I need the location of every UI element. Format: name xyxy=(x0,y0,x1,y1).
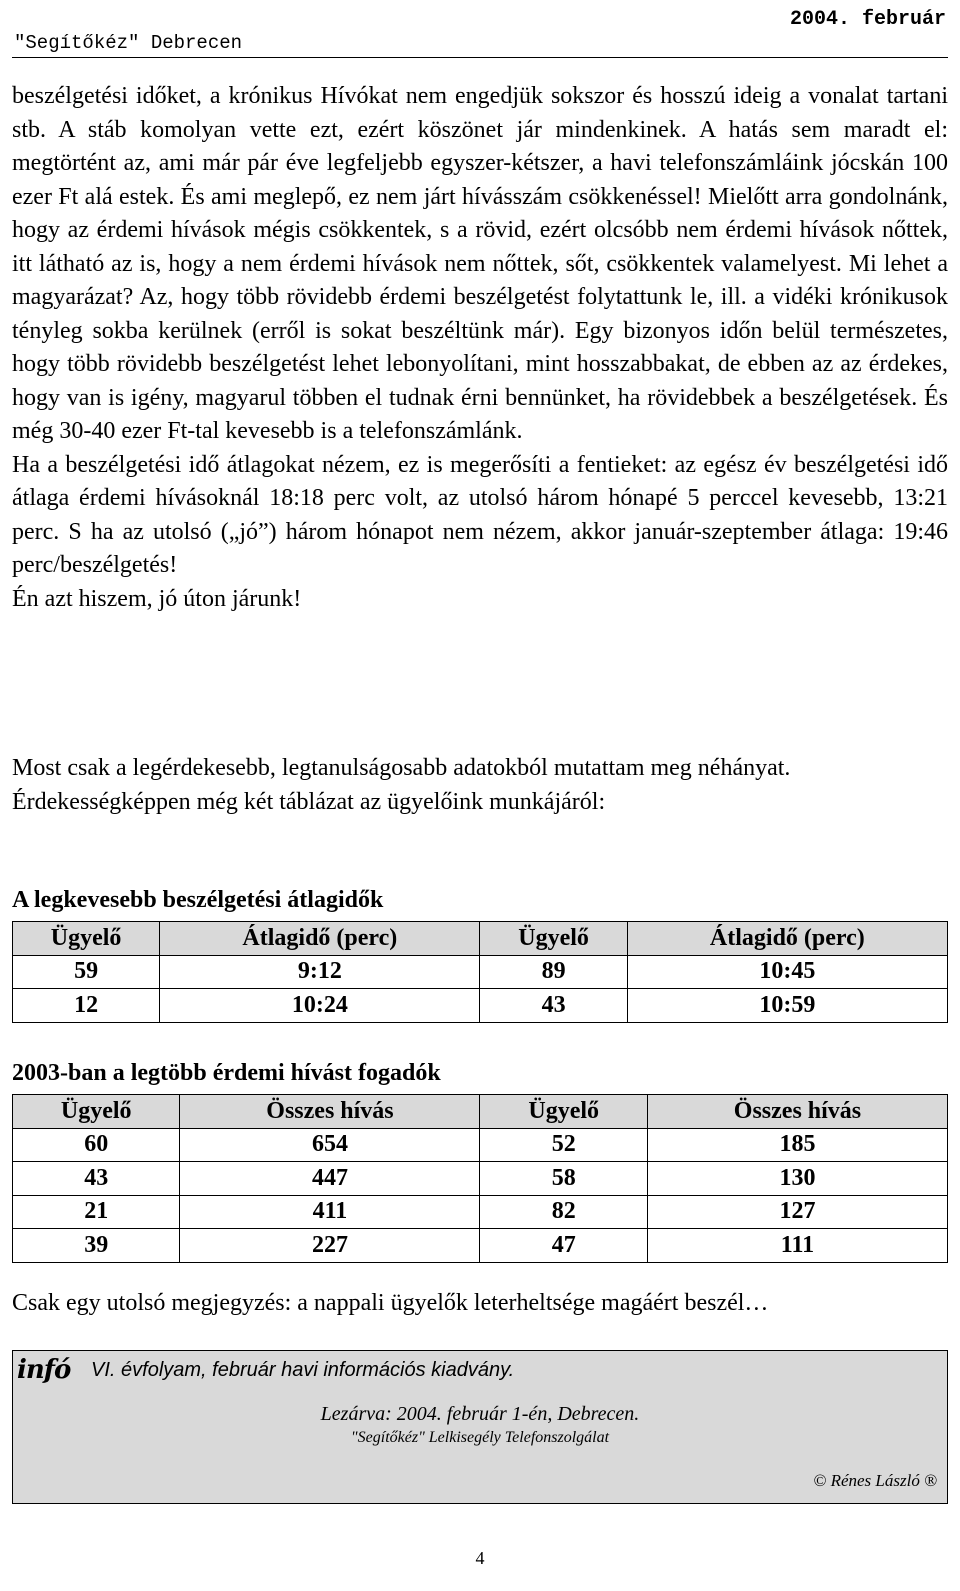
paragraph-2: Ha a beszélgetési idő átlagokat nézem, ez is megerősíti a fentieket: az egész év beszélgetési idő átlaga érdemi hívásoknál 18:18 perc volt, az utolsó három hónapé 5 perccel kevesebb, 13:21 perc. S ha az utolsó („jó”) három hónapot nem nézem, akkor január-szeptember átlaga: 19:46 perc/beszélgetés! xyxy=(12,451,948,578)
table-cell: 21 xyxy=(13,1195,180,1229)
table-cell: 43 xyxy=(13,1162,180,1196)
table-cell: 60 xyxy=(13,1128,180,1162)
paragraph-3: Én azt hiszem, jó úton járunk! xyxy=(12,585,302,612)
table-cell: 111 xyxy=(647,1229,947,1263)
table-header-row xyxy=(13,1095,948,1129)
table-cell: 411 xyxy=(180,1195,480,1229)
table-shortest-avg-times xyxy=(12,921,948,1023)
paragraph-1: beszélgetési időket, a krónikus Hívókat nem engedjük sokszor és hosszú ideig a vonalat tartani stb. A stáb komolyan vette ezt, ezért köszönet jár mindenkinek. A hatás sem maradt el: megtörtént az, ami már pár éve legfeljebb egyszer-kétszer, a havi telefonszámláink jócskán 100 ezer Ft alá estek. És ami meglepő, ez nem járt hívásszám csökkenéssel! Mielőtt arra gondolnánk, hogy az érdemi hívások mégis csökkentek, s a rövid, ezért olcsóbb nem érdemi hívások nőttek, itt látható az is, hogy a nem érdemi hívások nem nőttek, sőt, csökkentek valamelyest. Mi lehet a magyarázat? Az, hogy több rövidebb érdemi beszélgetést folytattunk le, ill. a vidéki krónikusok tényleg sokba kerülnek (erről is sokat beszéltünk már). Egy bizonyos időn belül természetes, hogy több rövidebb beszélgetést lehet lebonyolítani, mint hosszabbakat, de ebben az az érdekes, hogy van is igény, magyarul többen el tudnak érni bennünket, ha rövidebbek a beszélgetések. És még 30-40 ezer Ft-tal kevesebb is a telefonszámlánk. xyxy=(12,83,948,444)
table-cell: 130 xyxy=(647,1162,947,1196)
table-cell: 59 xyxy=(13,955,160,989)
table-header-cell: Összes hívás xyxy=(647,1095,947,1129)
table-cell: 82 xyxy=(480,1195,647,1229)
paragraph-4: Most csak a legérdekesebb, legtanulságosabb adatokból mutattam meg néhányat. xyxy=(12,755,791,781)
table-cell: 39 xyxy=(13,1229,180,1263)
closing-remark: Csak egy utolsó megjegyzés: a nappali ügyelők leterheltsége magáért beszél… xyxy=(12,1290,769,1316)
header-rule xyxy=(12,57,948,58)
table-cell: 89 xyxy=(480,955,627,989)
page-number: 4 xyxy=(475,1548,485,1568)
page-header xyxy=(12,4,948,56)
table-cell: 12 xyxy=(13,989,160,1023)
table-row xyxy=(13,989,948,1023)
paragraph-5: Érdekességképpen még két táblázat az ügyelőink munkájáról: xyxy=(12,788,606,815)
table-header-cell: Összes hívás xyxy=(180,1095,480,1129)
table2-title: 2003-ban a legtöbb érdemi hívást fogadók xyxy=(12,1060,441,1086)
table-header-row xyxy=(13,922,948,956)
footer-organization: "Segítőkéz" Lelkisegély Telefonszolgálat xyxy=(350,1429,610,1446)
table1-title: A legkevesebb beszélgetési átlagidők xyxy=(12,887,384,913)
table-cell: 654 xyxy=(180,1128,480,1162)
table-most-calls xyxy=(12,1094,948,1263)
table-header-cell: Ügyelő xyxy=(13,1095,180,1129)
footer-closed-date: Lezárva: 2004. február 1-én, Debrecen. xyxy=(320,1403,640,1425)
table-header-cell: Ügyelő xyxy=(13,922,160,956)
header-organization: "Segítőkéz" Debrecen xyxy=(14,32,243,54)
table-cell: 43 xyxy=(480,989,627,1023)
info-logo: infó xyxy=(17,1355,71,1385)
header-date: 2004. február xyxy=(789,8,946,31)
table-row xyxy=(13,1195,948,1229)
footer-info-box xyxy=(12,1350,948,1504)
article-body-2 xyxy=(12,752,948,819)
table-cell: 10:45 xyxy=(627,955,947,989)
table-row xyxy=(13,1128,948,1162)
table-row xyxy=(13,1229,948,1263)
table-cell: 9:12 xyxy=(160,955,480,989)
table-header-cell: Ügyelő xyxy=(480,1095,647,1129)
table-cell: 447 xyxy=(180,1162,480,1196)
footer-author: © Rénes László ® xyxy=(813,1471,937,1490)
table-row xyxy=(13,1162,948,1196)
table-header-cell: Átlagidő (perc) xyxy=(627,922,947,956)
table-header-cell: Ügyelő xyxy=(480,922,627,956)
table-cell: 10:59 xyxy=(627,989,947,1023)
table-row xyxy=(13,955,948,989)
table-cell: 185 xyxy=(647,1128,947,1162)
table-cell: 227 xyxy=(180,1229,480,1263)
table-cell: 127 xyxy=(647,1195,947,1229)
table-header-cell: Átlagidő (perc) xyxy=(160,922,480,956)
article-body xyxy=(12,80,948,616)
footer-issue-info: VI. évfolyam, február havi információs kiadvány. xyxy=(91,1359,515,1381)
table-cell: 58 xyxy=(480,1162,647,1196)
table-cell: 10:24 xyxy=(160,989,480,1023)
table-cell: 47 xyxy=(480,1229,647,1263)
table-cell: 52 xyxy=(480,1128,647,1162)
